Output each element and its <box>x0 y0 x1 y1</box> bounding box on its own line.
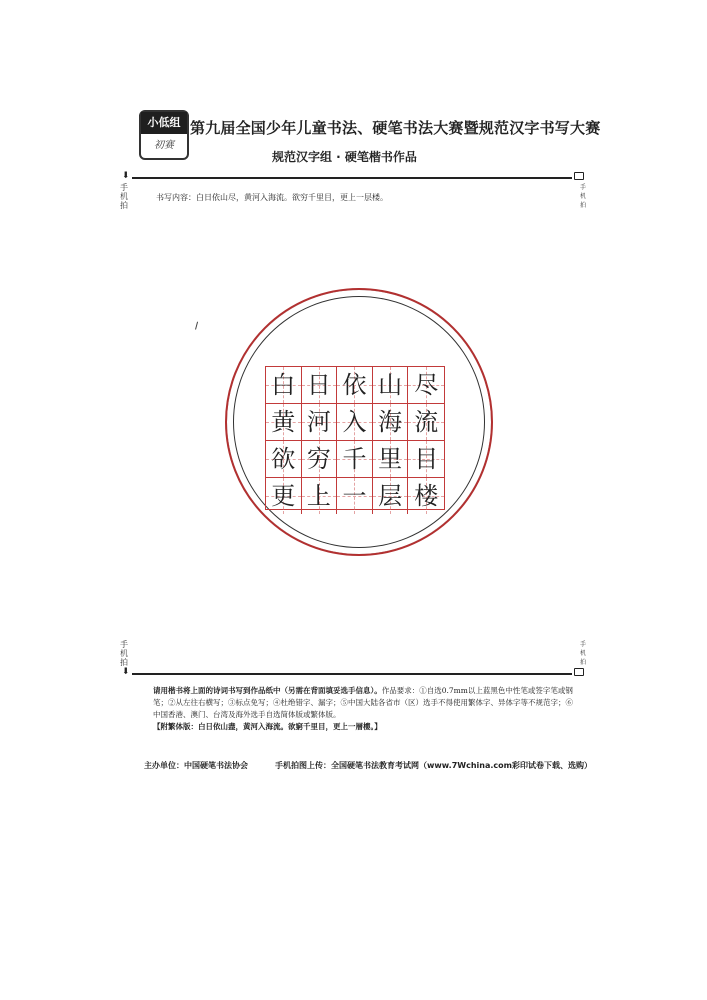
grid-cell: 白 <box>266 367 302 404</box>
side-mark-right-bottom: 手 机 拍 <box>579 641 586 666</box>
badge-group-label: 小低组 <box>141 112 187 134</box>
requirements-traditional: 【附繁体版：白日依山盡，黃河入海流。欲窮千里目，更上一層樓。】 <box>153 722 382 731</box>
grid-cell: 日 <box>302 367 338 404</box>
grid-cell: 层 <box>373 478 409 514</box>
grid-cell: 一 <box>337 478 373 514</box>
grid-cell: 黄 <box>266 404 302 441</box>
side-mark-left-bottom: 手 机 拍 <box>120 640 128 667</box>
requirements-text <box>153 685 573 733</box>
top-rule <box>132 177 572 179</box>
grid-cell: 山 <box>373 367 409 404</box>
grid-cell: 更 <box>266 478 302 514</box>
side-mark-left-top: 手 机 拍 <box>120 183 128 210</box>
grid-cell: 穷 <box>302 441 338 478</box>
grid-cell: 海 <box>373 404 409 441</box>
footer-organizer: 主办单位：中国硬笔书法协会 <box>144 761 248 770</box>
page-subtitle: 规范汉字组 · 硬笔楷书作品 <box>272 150 417 164</box>
grid-cell: 依 <box>337 367 373 404</box>
grid-cell: 楼 <box>408 478 444 514</box>
grid-cell: 上 <box>302 478 338 514</box>
footer-upload: 手机拍图上传：全国硬笔书法教育考试网（www.7Wchina.com彩印试卷下载、选购） <box>275 761 592 770</box>
grid-cell: 流 <box>408 404 444 441</box>
grid-cell: 里 <box>373 441 409 478</box>
grid-cell: 河 <box>302 404 338 441</box>
requirements-body: 作品要求：①自选0.7mm以上蓝黑色中性笔或签字笔或钢笔；②从左往右横写；③标点免写；④杜绝错字、漏字；⑤中国大陆各省市（区）选手不得使用繁体字、异体字等不规范字；⑥中国香港、澳门、台湾及海外选手自选简体版或繁体版。 <box>153 686 573 719</box>
download-icon-bottom-left: ⬇ <box>122 667 130 677</box>
grid-cell: 尽 <box>408 367 444 404</box>
side-mark-right-top: 手 机 拍 <box>579 184 586 209</box>
group-badge <box>139 110 189 160</box>
writing-content-line: 书写内容：白日依山尽，黄河入海流。欲穷千里目，更上一层楼。 <box>156 193 388 202</box>
download-icon-top-left: ⬇ <box>122 171 130 181</box>
page-title: 第九届全国少年儿童书法、硬笔书法大赛暨规范汉字书写大赛 <box>190 119 601 137</box>
stray-pen-mark <box>195 322 201 331</box>
grid-cell: 千 <box>337 441 373 478</box>
camera-icon-bottom-right <box>574 668 584 676</box>
grid-cell: 目 <box>408 441 444 478</box>
badge-stage-label: 初赛 <box>154 140 174 151</box>
bottom-rule <box>132 673 572 675</box>
writing-grid <box>265 366 445 510</box>
grid-cell: 欲 <box>266 441 302 478</box>
camera-icon-top-right <box>574 172 584 180</box>
grid-cell: 入 <box>337 404 373 441</box>
requirements-lead: 请用楷书将上面的诗词书写到作品纸中（另需在背面填妥选手信息）。 <box>153 686 382 695</box>
